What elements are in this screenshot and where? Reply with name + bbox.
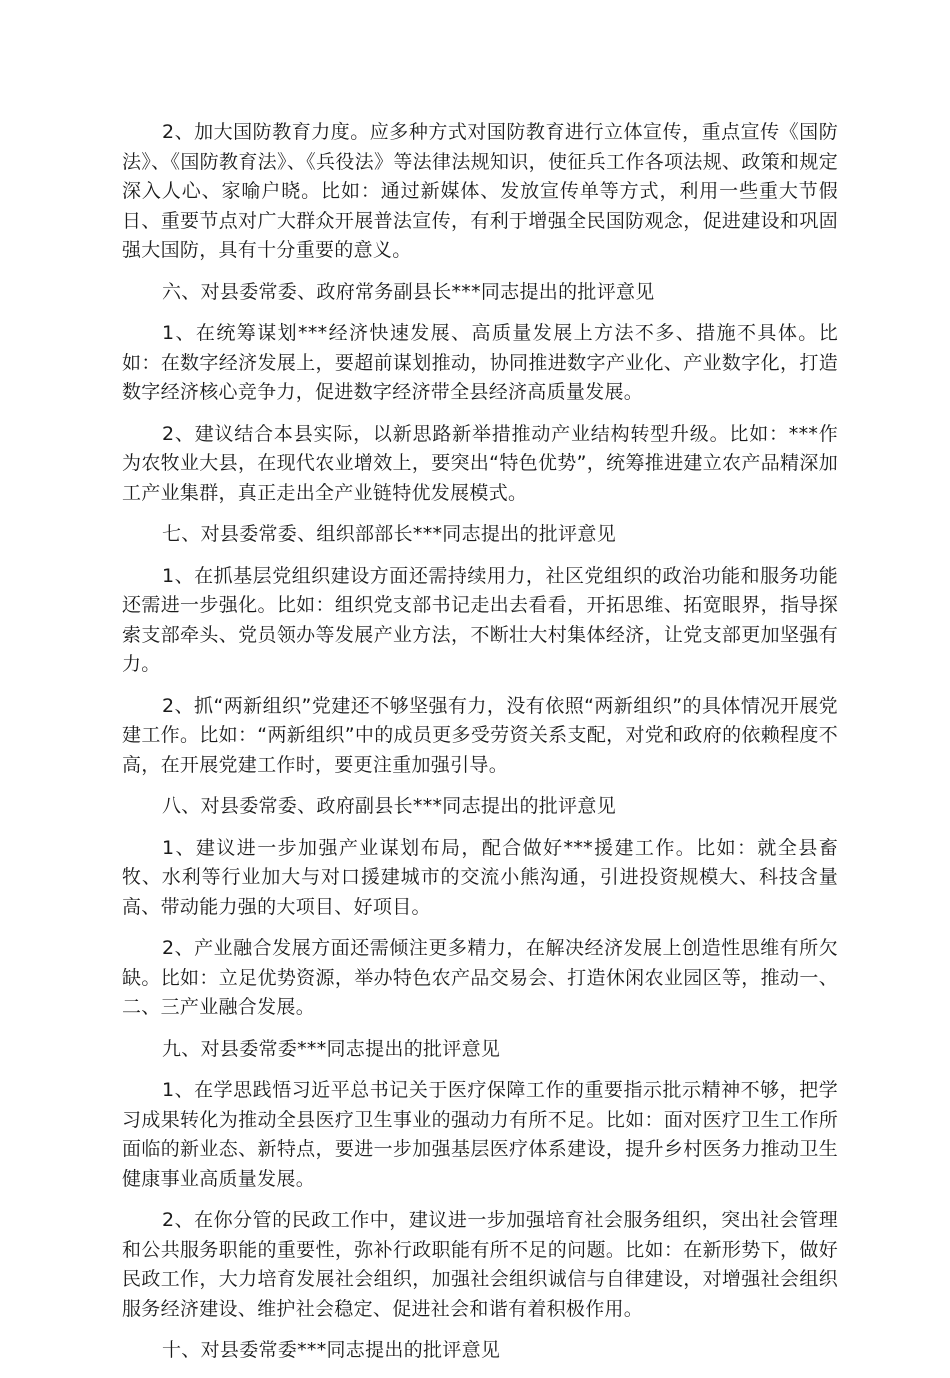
section-heading: 六、对县委常委、政府常务副县长***同志提出的批评意见 — [162, 280, 655, 303]
paragraph: 1、建议进一步加强产业谋划布局，配合做好***援建工作。比如：就全县畜牧、水利等行业加大与对口援建城市的交流小熊沟通，引进投资规模大、科技含量高、带动能力强的大项目、好项目。 — [122, 836, 838, 918]
paragraph: 1、在统筹谋划***经济快速发展、高质量发展上方法不多、措施不具体。比如：在数字经济发展上，要超前谋划推动，协同推进数字产业化、产业数字化，打造数字经济核心竞争力，促进数字经济带全县经济高质量发展。 — [122, 322, 838, 403]
section-heading: 八、对县委常委、政府副县长***同志提出的批评意见 — [162, 795, 617, 817]
paragraph: 1、在抓基层党组织建设方面还需持续用力，社区党组织的政治功能和服务功能还需进一步强化。比如：组织党支部书记走出去看看，开拓思维、拓宽眼界，指导探索支部牵头、党员领办等发展产业方法，不断壮大村集体经济，让党支部更加坚强有力。 — [122, 564, 838, 675]
paragraph: 2、在你分管的民政工作中，建议进一步加强培育社会服务组织，突出社会管理和公共服务职能的重要性，弥补行政职能有所不足的问题。比如：在新形势下，做好民政工作，大力培育发展社会组织，加强社会组织诚信与自律建设，对增强社会组织服务经济建设、维护社会稳定、促进社会和谐有着积极作用。 — [122, 1209, 838, 1320]
paragraph: 2、抓“两新组织”党建还不够坚强有力，没有依照“两新组织”的具体情况开展党建工作。比如：“两新组织”中的成员更多受劳资关系支配，对党和政府的依赖程度不高，在开展党建工作时，要更注重加强引导。 — [122, 694, 838, 776]
section-heading: 十、对县委常委***同志提出的批评意见 — [162, 1339, 501, 1361]
paragraph: 2、产业融合发展方面还需倾注更多精力，在解决经济发展上创造性思维有所欠缺。比如：立足优势资源，举办特色农产品交易会、打造休闲农业园区等，推动一、二、三产业融合发展。 — [122, 937, 838, 1018]
paragraph: 2、加大国防教育力度。应多种方式对国防教育进行立体宣传，重点宣传《国防法》、《国防教育法》、《兵役法》等法律法规知识，使征兵工作各项法规、政策和规定深入人心、家喻户晓。比如：通过新媒体、发放宣传单等方式，利用一些重大节假日、重要节点对广大群众开展普法宣传，有利于增强全民国防观念，促进建设和巩固强大国防，具有十分重要的意义。 — [122, 121, 838, 261]
document-body — [122, 118, 838, 1378]
paragraph: 1、在学思践悟习近平总书记关于医疗保障工作的重要指示批示精神不够，把学习成果转化为推动全县医疗卫生事业的强动力有所不足。比如：面对医疗卫生工作所面临的新业态、新特点，要进一步加强基层医疗体系建设，提升乡村医务力推动卫生健康事业高质量发展。 — [122, 1079, 838, 1190]
section-heading: 九、对县委常委***同志提出的批评意见 — [162, 1037, 501, 1060]
paragraph: 2、建议结合本县实际，以新思路新举措推动产业结构转型升级。比如：***作为农牧业大县，在现代农业增效上，要突出“特色优势”，统筹推进建立农产品精深加工产业集群，真正走出全产业链特优发展模式。 — [122, 422, 838, 504]
section-heading: 七、对县委常委、组织部部长***同志提出的批评意见 — [162, 523, 617, 545]
